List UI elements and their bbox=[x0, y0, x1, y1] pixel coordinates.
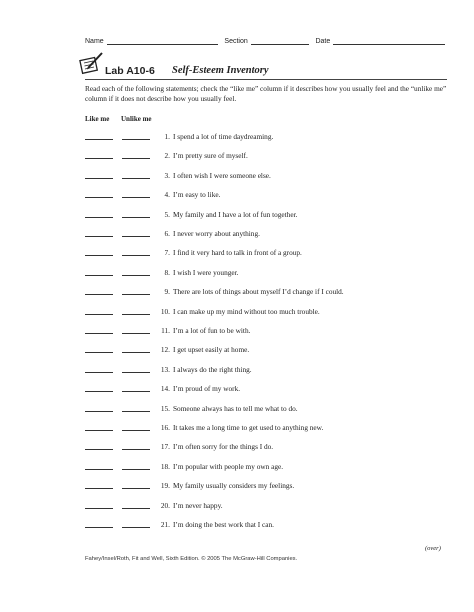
statement-text: I’m pretty sure of myself. bbox=[173, 151, 248, 161]
like-me-blank[interactable] bbox=[85, 197, 113, 198]
unlike-me-blank[interactable] bbox=[122, 488, 150, 489]
unlike-me-blank[interactable] bbox=[122, 236, 150, 237]
unlike-me-blank[interactable] bbox=[122, 411, 150, 412]
statement-number: 9. bbox=[164, 287, 170, 297]
statement-number: 5. bbox=[164, 209, 170, 219]
like-me-blank[interactable] bbox=[85, 275, 113, 276]
statement-number: 17. bbox=[160, 442, 170, 452]
unlike-me-blank[interactable] bbox=[122, 333, 150, 334]
unlike-me-blank[interactable] bbox=[122, 217, 150, 218]
statement-number: 14. bbox=[160, 384, 170, 394]
like-me-blank[interactable] bbox=[85, 333, 113, 334]
list-item bbox=[85, 460, 447, 472]
unlike-me-blank[interactable] bbox=[122, 527, 150, 528]
section-label: Section bbox=[224, 38, 248, 45]
statement-text: I’m never happy. bbox=[173, 500, 223, 510]
statement-number: 4. bbox=[164, 190, 170, 200]
statement-number: 8. bbox=[164, 267, 170, 277]
like-me-blank[interactable] bbox=[85, 488, 113, 489]
like-me-blank[interactable] bbox=[85, 391, 113, 392]
statement-number: 7. bbox=[164, 248, 170, 258]
list-item bbox=[85, 149, 447, 161]
like-me-blank[interactable] bbox=[85, 178, 113, 179]
unlike-me-blank[interactable] bbox=[122, 469, 150, 470]
statement-text: I spend a lot of time daydreaming. bbox=[173, 132, 274, 141]
statement-text: I’m doing the best work that I can. bbox=[173, 520, 274, 529]
header-fields bbox=[85, 33, 445, 45]
statement-text: There are lots of things about myself I’d change if I could. bbox=[173, 287, 344, 297]
list-item bbox=[85, 169, 447, 181]
instructions: Read each of the following statements; check the “like me” column if it describes how you usually feel and the “unlike me” column if it does not describe how you usually feel. bbox=[85, 84, 447, 103]
statement-number: 12. bbox=[160, 345, 170, 355]
statement-text: I can make up my mind without too much trouble. bbox=[173, 306, 320, 316]
list-item bbox=[85, 363, 447, 375]
like-me-blank[interactable] bbox=[85, 411, 113, 412]
statement-text: I’m easy to like. bbox=[173, 190, 221, 200]
list-item bbox=[85, 343, 447, 355]
list-item bbox=[85, 305, 447, 317]
footer-credit: Fahey/Insel/Roth, Fit and Well, Sixth Edition. © 2005 The McGraw-Hill Companies. bbox=[85, 556, 298, 562]
statement-number: 18. bbox=[160, 461, 170, 471]
statement-text: I’m popular with people my own age. bbox=[173, 461, 284, 471]
like-me-blank[interactable] bbox=[85, 469, 113, 470]
unlike-me-blank[interactable] bbox=[122, 275, 150, 276]
statement-text: It takes me a long time to get used to anything new. bbox=[173, 423, 324, 432]
like-me-blank[interactable] bbox=[85, 508, 113, 509]
like-me-blank[interactable] bbox=[85, 236, 113, 237]
like-me-blank[interactable] bbox=[85, 255, 113, 256]
list-item bbox=[85, 227, 447, 239]
statement-number: 21. bbox=[160, 520, 170, 529]
unlike-me-blank[interactable] bbox=[122, 449, 150, 450]
statement-number: 15. bbox=[160, 403, 170, 413]
statement-text: I’m often sorry for the things I do. bbox=[173, 442, 274, 452]
statement-number: 2. bbox=[164, 151, 170, 161]
unlike-me-blank[interactable] bbox=[122, 139, 150, 140]
like-me-blank[interactable] bbox=[85, 294, 113, 295]
name-label: Name bbox=[85, 38, 104, 45]
like-me-blank[interactable] bbox=[85, 314, 113, 315]
statement-text: I find it very hard to talk in front of a group. bbox=[173, 248, 302, 258]
list-item bbox=[85, 324, 447, 336]
statement-number: 1. bbox=[164, 132, 170, 141]
section-field[interactable] bbox=[251, 36, 310, 45]
unlike-me-blank[interactable] bbox=[122, 352, 150, 353]
list-item bbox=[85, 421, 447, 433]
unlike-me-blank[interactable] bbox=[122, 430, 150, 431]
unlike-me-blank[interactable] bbox=[122, 391, 150, 392]
unlike-me-blank[interactable] bbox=[122, 158, 150, 159]
unlike-me-blank[interactable] bbox=[122, 508, 150, 509]
unlike-me-blank[interactable] bbox=[122, 372, 150, 373]
statement-text: My family usually considers my feelings. bbox=[173, 481, 295, 491]
unlike-me-blank[interactable] bbox=[122, 255, 150, 256]
list-item bbox=[85, 499, 447, 511]
page-title: Self-Esteem Inventory bbox=[172, 65, 269, 76]
statement-text: I’m proud of my work. bbox=[173, 384, 241, 394]
unlike-me-blank[interactable] bbox=[122, 178, 150, 179]
like-me-header: Like me bbox=[85, 115, 110, 123]
title-divider bbox=[85, 79, 447, 80]
list-item bbox=[85, 382, 447, 394]
list-item bbox=[85, 266, 447, 278]
statement-text: I never worry about anything. bbox=[173, 229, 260, 238]
name-field[interactable] bbox=[107, 36, 219, 45]
list-item bbox=[85, 208, 447, 220]
statement-number: 3. bbox=[164, 170, 170, 180]
statement-number: 19. bbox=[160, 481, 170, 491]
statement-text: I get upset easily at home. bbox=[173, 345, 250, 355]
statement-number: 6. bbox=[164, 229, 170, 238]
statement-text: I always do the right thing. bbox=[173, 364, 252, 374]
list-item bbox=[85, 440, 447, 452]
list-item bbox=[85, 246, 447, 258]
statement-number: 10. bbox=[160, 306, 170, 316]
statement-text: My family and I have a lot of fun together. bbox=[173, 209, 298, 219]
list-item bbox=[85, 518, 447, 530]
statement-text: I often wish I were someone else. bbox=[173, 170, 271, 180]
like-me-blank[interactable] bbox=[85, 139, 113, 140]
like-me-blank[interactable] bbox=[85, 352, 113, 353]
like-me-blank[interactable] bbox=[85, 372, 113, 373]
statement-text: I’m a lot of fun to be with. bbox=[173, 326, 251, 335]
unlike-me-blank[interactable] bbox=[122, 314, 150, 315]
over-note: (over) bbox=[425, 545, 441, 552]
list-item bbox=[85, 285, 447, 297]
like-me-blank[interactable] bbox=[85, 430, 113, 431]
date-field[interactable] bbox=[333, 36, 445, 45]
list-item bbox=[85, 479, 447, 491]
statement-text: Someone always has to tell me what to do. bbox=[173, 403, 298, 413]
like-me-blank[interactable] bbox=[85, 158, 113, 159]
like-me-blank[interactable] bbox=[85, 217, 113, 218]
like-me-blank[interactable] bbox=[85, 527, 113, 528]
statement-number: 11. bbox=[161, 326, 170, 335]
statement-number: 13. bbox=[160, 364, 170, 374]
list-item bbox=[85, 130, 447, 142]
list-item bbox=[85, 188, 447, 200]
unlike-me-blank[interactable] bbox=[122, 197, 150, 198]
date-label: Date bbox=[315, 38, 331, 45]
like-me-blank[interactable] bbox=[85, 449, 113, 450]
statement-number: 20. bbox=[160, 500, 170, 510]
list-item bbox=[85, 402, 447, 414]
unlike-me-blank[interactable] bbox=[122, 294, 150, 295]
unlike-me-header: Unlike me bbox=[121, 115, 152, 123]
statement-text: I wish I were younger. bbox=[173, 267, 239, 277]
notepad-pen-icon bbox=[78, 50, 104, 76]
lab-number: Lab A10-6 bbox=[105, 65, 155, 77]
statement-number: 16. bbox=[160, 423, 170, 432]
